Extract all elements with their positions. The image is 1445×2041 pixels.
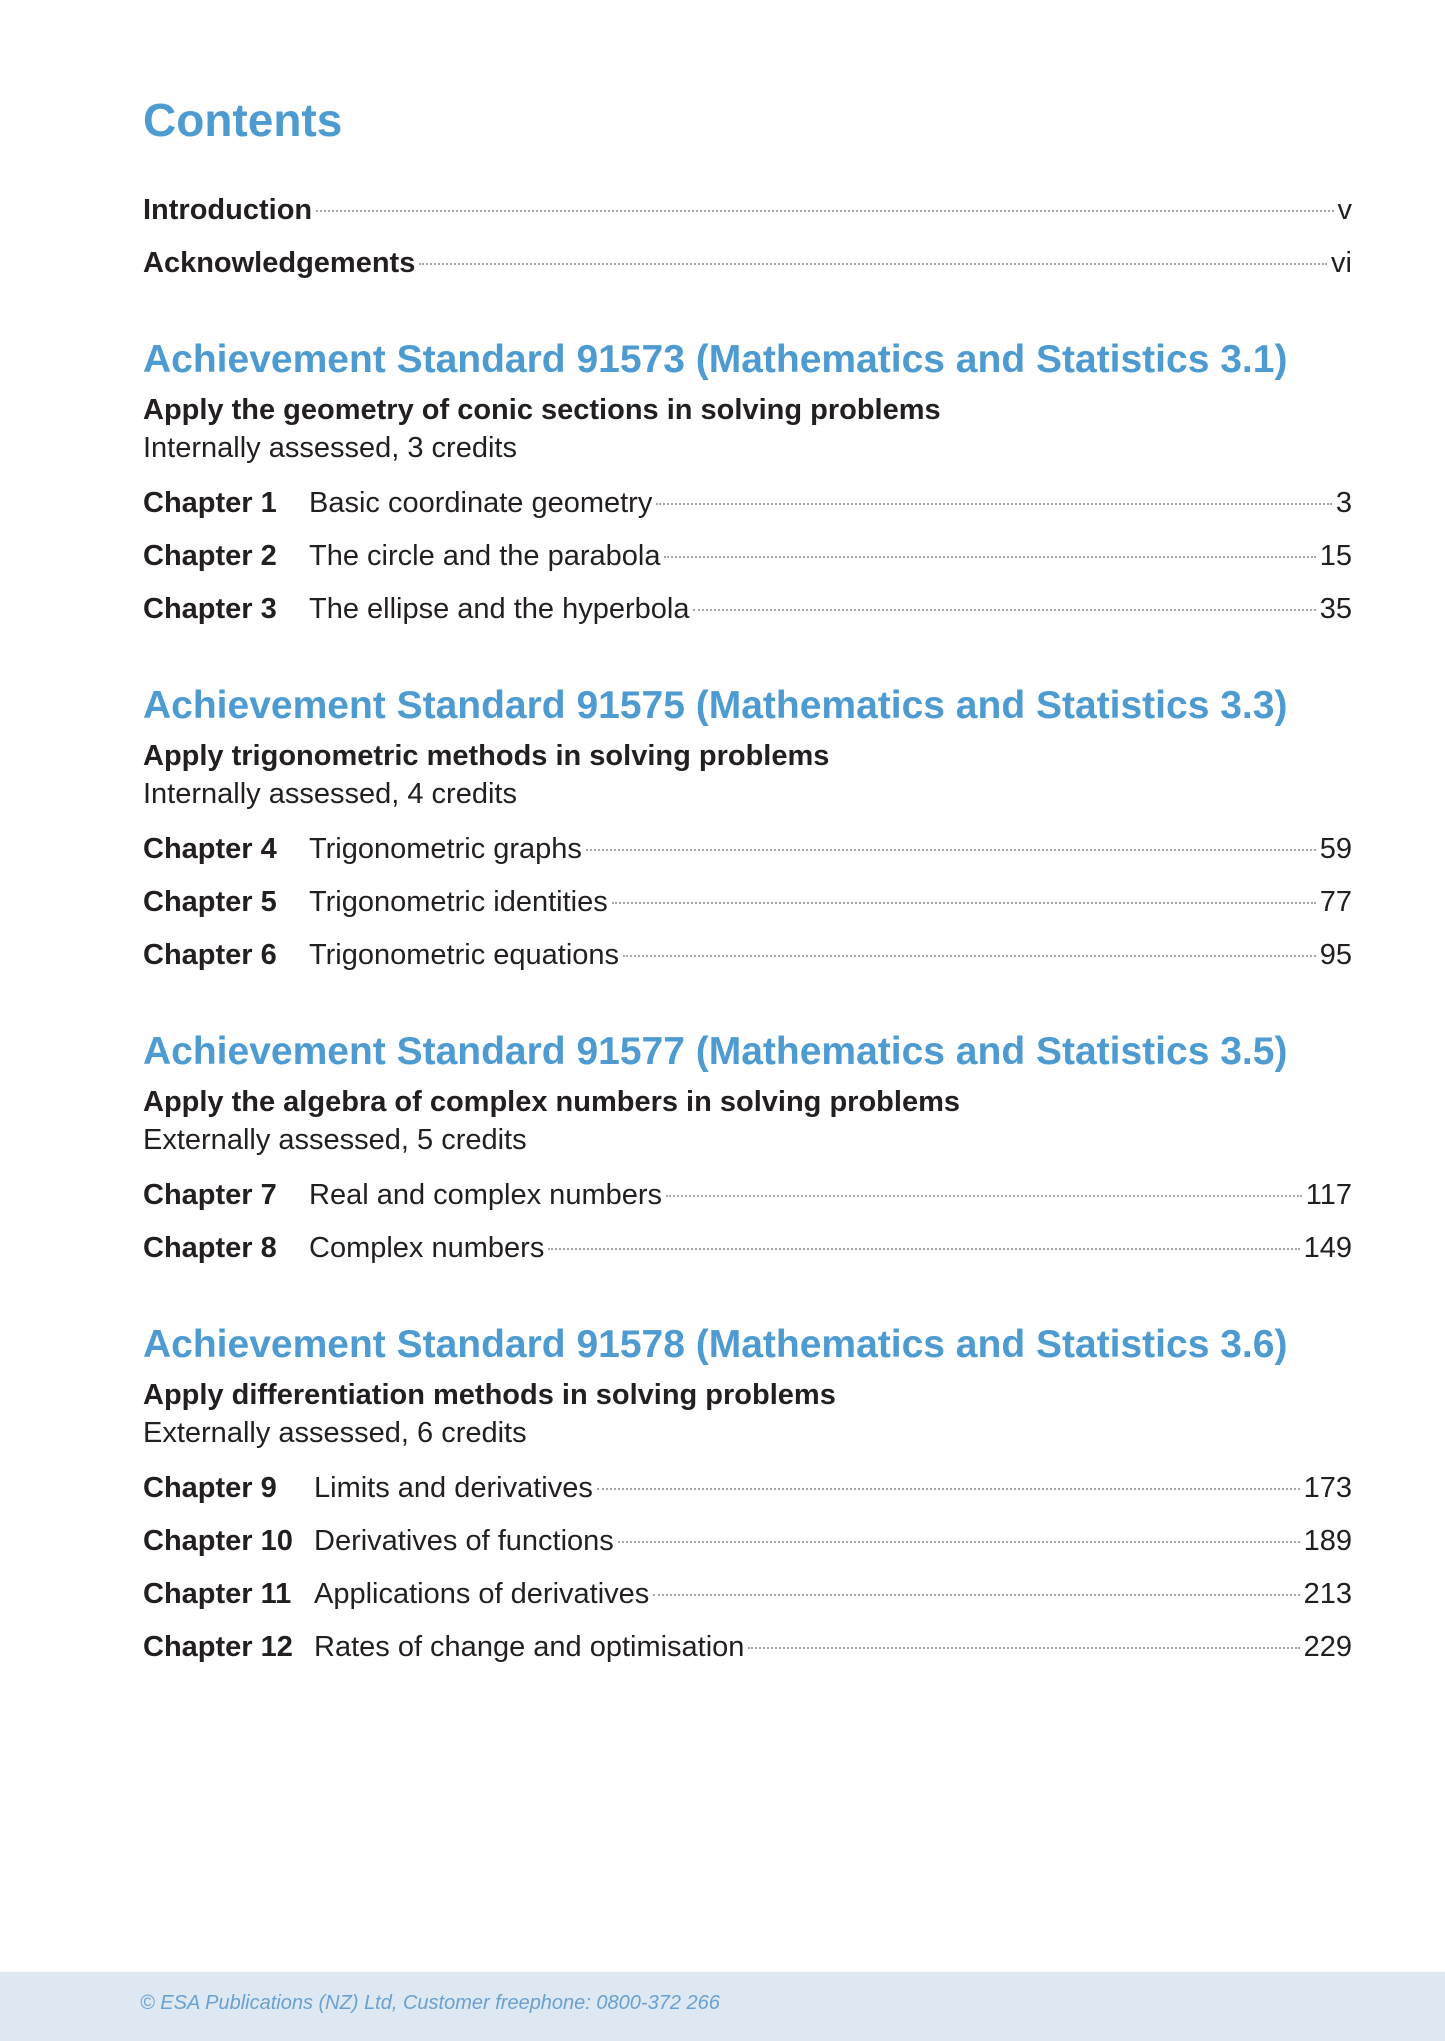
toc-row-chapter-9[interactable]	[143, 1470, 1352, 1506]
toc-row-chapter-2[interactable]	[143, 538, 1352, 574]
chapter-title: Limits and derivatives	[314, 1472, 593, 1504]
dot-leader	[666, 1195, 1302, 1197]
dot-leader	[316, 210, 1333, 212]
chapter-title: Derivatives of functions	[314, 1525, 614, 1557]
toc-page-number: 149	[1303, 1232, 1352, 1264]
chapter-number: Chapter 2	[143, 540, 277, 572]
toc-label: Introduction	[143, 194, 313, 226]
toc-row-chapter-1[interactable]	[143, 485, 1352, 521]
section-91578	[143, 1320, 1352, 1665]
dot-leader	[548, 1248, 1299, 1250]
section-heading: Achievement Standard 91577 (Mathematics and Statistics 3.5)	[143, 1030, 1288, 1073]
chapter-number: Chapter 11	[143, 1578, 292, 1610]
toc-row-chapter-4[interactable]	[143, 831, 1352, 867]
toc-row-chapter-7[interactable]	[143, 1177, 1352, 1213]
section-heading: Achievement Standard 91573 (Mathematics and Statistics 3.1)	[143, 338, 1288, 381]
toc-row-introduction[interactable]	[143, 192, 1352, 228]
toc-row-chapter-8[interactable]	[143, 1230, 1352, 1266]
toc-page-number: 15	[1319, 540, 1352, 572]
chapter-number: Chapter 1	[143, 487, 277, 519]
section-subtitle: Apply the algebra of complex numbers in solving problems	[143, 1086, 960, 1118]
toc-page-number: 95	[1319, 939, 1352, 971]
toc-page-number: 173	[1303, 1472, 1352, 1504]
chapter-title: Trigonometric graphs	[309, 833, 582, 865]
chapter-title: Rates of change and optimisation	[314, 1631, 745, 1663]
section-assessment: Internally assessed, 3 credits	[143, 432, 517, 464]
section-heading: Achievement Standard 91575 (Mathematics and Statistics 3.3)	[143, 684, 1288, 727]
dot-leader	[748, 1647, 1299, 1649]
page-footer	[0, 1972, 1445, 2041]
dot-leader	[693, 609, 1315, 611]
chapter-number: Chapter 7	[143, 1179, 277, 1211]
chapter-number: Chapter 4	[143, 833, 277, 865]
toc-row-chapter-12[interactable]	[143, 1629, 1352, 1665]
toc-page-number: 35	[1319, 593, 1352, 625]
toc-page-number: 189	[1303, 1525, 1352, 1557]
dot-leader	[597, 1488, 1300, 1490]
toc-page-number: 229	[1303, 1631, 1352, 1663]
dot-leader	[586, 849, 1316, 851]
chapter-number: Chapter 8	[143, 1232, 277, 1264]
dot-leader	[618, 1541, 1300, 1543]
toc-page-number: 3	[1335, 487, 1352, 519]
dot-leader	[653, 1594, 1299, 1596]
toc-row-chapter-5[interactable]	[143, 884, 1352, 920]
section-91577	[143, 1027, 1352, 1266]
chapter-title: Basic coordinate geometry	[309, 487, 653, 519]
chapter-title: Real and complex numbers	[309, 1179, 663, 1211]
section-subtitle: Apply differentiation methods in solving problems	[143, 1379, 836, 1411]
toc-row-chapter-11[interactable]	[143, 1576, 1352, 1612]
toc-row-chapter-10[interactable]	[143, 1523, 1352, 1559]
page-title: Contents	[143, 94, 343, 146]
toc-row-acknowledgements[interactable]	[143, 245, 1352, 281]
section-assessment: Internally assessed, 4 credits	[143, 778, 517, 810]
dot-leader	[623, 955, 1316, 957]
chapter-number: Chapter 12	[143, 1631, 293, 1663]
toc-page-number: 59	[1319, 833, 1352, 865]
chapter-number: Chapter 9	[143, 1472, 277, 1504]
contents-page	[143, 90, 1352, 1682]
toc-row-chapter-3[interactable]	[143, 591, 1352, 627]
section-subtitle: Apply the geometry of conic sections in solving problems	[143, 394, 941, 426]
chapter-title: Complex numbers	[309, 1232, 545, 1264]
section-91573	[143, 335, 1352, 627]
toc-label: Acknowledgements	[143, 247, 416, 279]
toc-page-number: 117	[1305, 1179, 1352, 1211]
footer-copyright: © ESA Publications (NZ) Ltd, Customer freephone: 0800-372 266	[140, 1992, 720, 2014]
chapter-number: Chapter 10	[143, 1525, 293, 1557]
toc-page-number: vi	[1331, 247, 1352, 279]
chapter-number: Chapter 3	[143, 593, 277, 625]
front-matter	[143, 192, 1352, 281]
section-subtitle: Apply trigonometric methods in solving problems	[143, 740, 830, 772]
chapter-number: Chapter 5	[143, 886, 277, 918]
dot-leader	[656, 503, 1332, 505]
section-91575	[143, 681, 1352, 973]
toc-page-number: 77	[1319, 886, 1352, 918]
chapter-title: Trigonometric equations	[309, 939, 620, 971]
section-assessment: Externally assessed, 5 credits	[143, 1124, 527, 1156]
chapter-title: The circle and the parabola	[309, 540, 661, 572]
chapter-number: Chapter 6	[143, 939, 277, 971]
chapter-title: The ellipse and the hyperbola	[309, 593, 690, 625]
toc-page-number: v	[1337, 194, 1352, 226]
dot-leader	[664, 556, 1315, 558]
toc-page-number: 213	[1303, 1578, 1352, 1610]
section-heading: Achievement Standard 91578 (Mathematics and Statistics 3.6)	[143, 1323, 1288, 1366]
section-assessment: Externally assessed, 6 credits	[143, 1417, 527, 1449]
chapter-title: Trigonometric identities	[309, 886, 608, 918]
chapter-title: Applications of derivatives	[314, 1578, 650, 1610]
dot-leader	[612, 902, 1316, 904]
dot-leader	[419, 263, 1327, 265]
toc-row-chapter-6[interactable]	[143, 937, 1352, 973]
